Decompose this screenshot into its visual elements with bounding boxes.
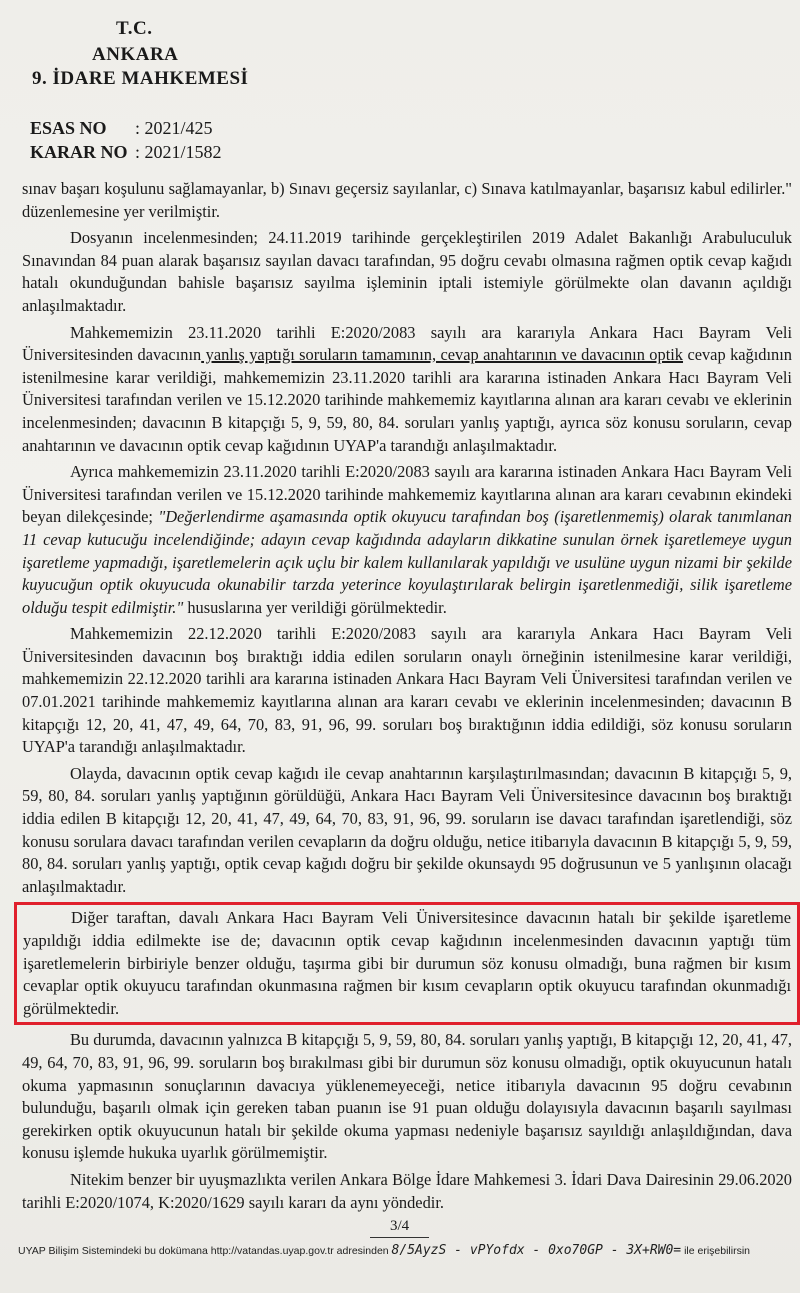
paragraph-4-end: hususlarına yer verildiği görülmektedir. [183,597,447,617]
paragraph-4-start: Ayrıca mahkememizin 23.11.2020 tarihli E:2020/2083 sayılı ara kararına istinaden Ankara Hacı Bayram Veli Üniversitesi tarafından verilen ve 15.12.2020 tarihinde mahkememiz kayıtlarına alınan ara kararı cevabının ekindeki beyan dilekçesinde; [22,462,792,527]
paragraph-9: Nitekim benzer bir uyuşmazlıkta verilen Ankara Bölge İdare Mahkemesi 3. İdari Dava Dairesinin 29.06.2020 tarihli E:2020/1074, K:2020/1629 sayılı kararı da aynı yöndedir. [22,1169,792,1212]
paragraph-3 [22,322,792,458]
case-info [30,116,222,164]
footer-text: UYAP Bilişim Sistemindeki bu dokümana http://vatandas.uyap.gov.tr adresinden [18,1245,389,1257]
footer [18,1243,798,1258]
paragraph-4-quote: "Değerlendirme aşamasında optik okuyucu tarafından boş (işaretlenmemiş) olarak tanımlanan 11 cevap kutucuğu incelendiğinde; adayın cevap kağıdında adayların dikkatine sunulan örnek işaretlemeye uygun işaretleme yapmadığı, işaretlemelerin açık uçlu bir kalem kullanılarak yapıldığı ve usulüne uygun nizami bir şekilde kuyucuğun optik okuyucuda okunabilir tarzda yeterince koyulaştırılarak belirgin işaretlenmediği, silik işaretleme olduğu tespit edilmiştir." [22,507,792,617]
paragraph-4 [22,461,792,619]
paragraph-3-end: cevap kağıdının istenilmesine karar verildiği, mahkememizin 23.11.2020 tarihli ara kararına istinaden Ankara Hacı Bayram Veli Üniversitesi tarafından verilen ve 15.12.2020 tarihinde mahkememiz kayıtlarına alınan ara kararı cevabı ve eklerinin incelenmesinden; davacının B kitapçığı 5, 9, 59, 80, 84. soruları yanlış yaptığı, ayrıca söz konusu soruların, cevap anahtarının ve davacının optik cevap kağıdının UYAP'a tarandığı anlaşılmaktadır. [22,345,792,455]
paragraph-6: Olayda, davacının optik cevap kağıdı ile cevap anahtarının karşılaştırılmasından; davacının B kitapçığı 5, 9, 59, 80, 84. soruları yanlış yaptığının görüldüğü, Ankara Hacı Bayram Veli Üniversitesince davacının boş bıraktığı iddia edilen B kitapçığı 12, 20, 41, 47, 49, 64, 70, 83, 91, 96, 99. soruların ise davacı tarafından işaretlendiği, söz konusu sorulara davacı tarafından verilen cevapların da doğru olduğu, netice itibarıyla davacının B kitapçığı 5, 9, 59, 80, 84. soruları yanlış yaptığı, optik cevap kağıdı doğru bir şekilde okunsaydı 95 doğrusunun ve 5 yanlışının olacağı anlaşılmaktadır. [22,763,792,896]
header-city: ANKARA [92,44,179,65]
karar-value: : 2021/1582 [135,142,222,162]
paragraph-5: Mahkememizin 22.12.2020 tarihli E:2020/2083 sayılı ara kararıyla Ankara Hacı Bayram Veli Üniversitesinden davacının boş bıraktığı iddia edilen soruların onaylı örneğinin istenilmesine karar verildiği, mahkememizin 22.12.2020 tarihli ara kararına istinaden Ankara Hacı Bayram Veli Üniversitesi tarafından verilen ve 07.01.2021 tarihinde mahkememiz kayıtlarına alınan ara kararı cevabı ve eklerinin incelenmesinden; davacının B kitapçığı 12, 20, 41, 47, 49, 64, 70, 83, 91, 96, 99. soruları boş bıraktığının iddia edildiği, söz konusu soruların UYAP'a tarandığı anlaşılmaktadır. [22,624,792,757]
esas-label: ESAS NO [30,118,107,138]
verification-code: 8/5AyzS - vPYofdx - 0xo70GP - 3X+RW0= [391,1243,682,1258]
paragraph-2: Dosyanın incelenmesinden; 24.11.2019 tarihinde gerçekleştirilen 2019 Adalet Bakanlığı Arabuluculuk Sınavından 84 puan alarak başarısız sayılan davacı tarafından, 95 doğru cevabı olmasına rağmen optik cevap kağıdı hatalı okunduğundan bahisle başarısız sayılma işleminin iptali istemiyle görülmekte olan davanın açıldığı anlaşılmaktadır. [22,228,792,315]
header-tc: T.C. [116,18,153,39]
karar-row [30,140,222,164]
esas-value: : 2021/425 [135,118,213,138]
paragraph-3-start: Mahkememizin 23.11.2020 tarihli E:2020/2083 sayılı ara kararıyla Ankara Hacı Bayram Veli Üniversitesinden davacının [22,322,792,365]
page-number: 3/4 [370,1218,429,1238]
footer-suffix: ile erişebilirsin [684,1245,751,1257]
paragraph-1: sınav başarı koşulunu sağlamayanlar, b) Sınavı geçersiz sayılanlar, c) Sınava katılmayanlar, başarısız kabul edilirler." düzenlemesine yer verilmiştir. [22,179,792,221]
esas-row [30,116,222,140]
document-body [22,178,792,1218]
karar-label: KARAR NO [30,142,128,162]
header-court-name: 9. İDARE MAHKEMESİ [32,68,249,89]
paragraph-8: Bu durumda, davacının yalnızca B kitapçığı 5, 9, 59, 80, 84. soruları yanlış yaptığı, B kitapçığı 12, 20, 41, 47, 49, 64, 70, 83, 91, 96, 99. soruların boş bırakılması gibi bir durumun söz konusu olmadığı, optik okuyucunun hatalı okuma yapmasının sonuçlarının davacıya yüklenemeyeceği, netice itibarıyla davacının 95 doğru cevabının bulunduğu, başarılı olmak için gereken taban puanın ise 91 puan olduğu dolayısıyla davacının başarılı sayılması gerekirken optik okuyucunun hatalı bir şekilde okuma yapması nedeniyle başarısız sayıldığı anlaşıldığından, dava konusu işlemde hukuka uyarlık görülmemiştir. [22,1030,792,1163]
paragraph-3-underlined: yanlış yaptığı soruların tamamının, cevap anahtarının ve davacının optik [201,345,684,365]
highlighted-paragraph: Diğer taraftan, davalı Ankara Hacı Bayram Veli Üniversitesince davacının hatalı bir şekilde işaretleme yapıldığı iddia edilmekte ise de; davacının optik cevap kağıdının incelenmesinden davacının yaptığı tüm işaretlemelerin birbiriyle benzer olduğu, taşırma gibi bir durumun söz konusu olmadığı, buna rağmen bir kısım cevaplar optik okuyucu tarafından okunmasına rağmen bir kısım cevapların optik okuyucu tarafından okunmadığı görülmektedir. [14,902,800,1025]
